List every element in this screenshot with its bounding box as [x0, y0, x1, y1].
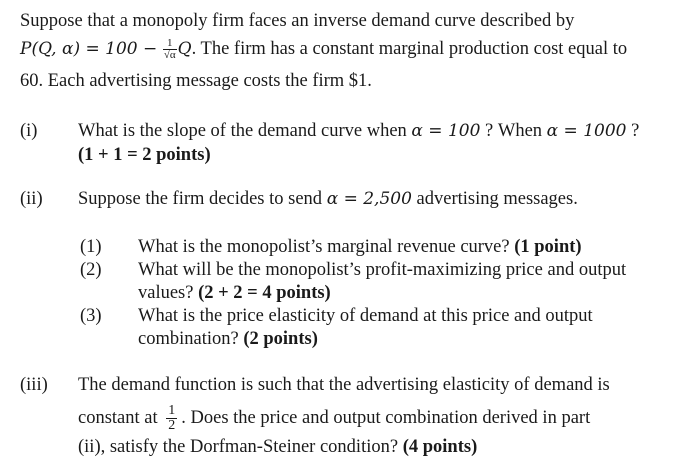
- subquestion-1-line-1: What is the monopolist’s marginal revenue curve?: [138, 237, 510, 257]
- subquestion-2-points: (2 + 2 = 4 points): [198, 283, 331, 303]
- question-iii-points: (4 points): [402, 437, 478, 457]
- subquestion-1-label: (1): [80, 237, 102, 257]
- elasticity-fraction: [166, 404, 177, 433]
- question-iii-line-2-b: . Does the price and output combination derived in part: [181, 407, 591, 428]
- subquestion-3-line-1: What is the price elasticity of demand at this price and output: [138, 306, 593, 326]
- question-iii-line-3-text: (ii), satisfy the Dorfman-Steiner condition?: [78, 437, 399, 457]
- question-i-text: [78, 120, 639, 142]
- fraction-denominator: √α: [163, 49, 176, 62]
- subquestion-2-label: (2): [80, 260, 102, 280]
- intro-line-2: [20, 38, 627, 61]
- question-iii-line-3: [78, 436, 477, 458]
- subquestion-2-line-2: [138, 282, 331, 304]
- subquestion-3-points: (2 points): [243, 329, 318, 349]
- question-ii-text-b: advertising messages.: [416, 189, 578, 209]
- fraction-numerator: 1: [168, 403, 176, 418]
- subquestion-3-line-2: [138, 328, 318, 350]
- intro-line-1: Suppose that a monopoly firm faces an inverse demand curve described by: [20, 11, 575, 31]
- subquestion-1-points: (1 point): [514, 237, 582, 257]
- demand-formula-rhs: Q: [177, 39, 192, 59]
- question-i-math-a: α = 100: [411, 121, 481, 141]
- question-i-points: (1 + 1 = 2 points): [78, 145, 211, 165]
- subquestion-2-line-2-text: values?: [138, 283, 194, 303]
- question-iii-line-1: The demand function is such that the advertising elasticity of demand is: [78, 375, 610, 395]
- question-ii-text: [78, 188, 578, 210]
- subquestion-3-label: (3): [80, 306, 102, 326]
- subquestion-3-line-2-text: combination?: [138, 329, 239, 349]
- intro-line-2-rest: . The firm has a constant marginal production cost equal to: [191, 39, 628, 59]
- fraction-denominator: 2: [168, 418, 176, 433]
- question-i-math-b: α = 1000: [546, 121, 627, 141]
- question-iii-line-2: [78, 404, 590, 433]
- subquestion-1-text: [138, 236, 582, 258]
- subquestion-2-line-1: What will be the monopolist’s profit-maximizing price and output: [138, 260, 627, 280]
- question-ii-text-a: Suppose the firm decides to send: [78, 189, 323, 209]
- intro-line-3: 60. Each advertising message costs the firm $1.: [20, 71, 372, 91]
- question-iii-line-2-a: constant at: [78, 407, 158, 428]
- question-i-text-c: ?: [631, 121, 640, 141]
- question-i-label: (i): [20, 121, 38, 141]
- question-i-text-b: ? When: [485, 121, 543, 141]
- question-ii-math-a: α = 2,500: [326, 189, 412, 209]
- question-ii-label: (ii): [20, 189, 43, 209]
- question-i-text-a: What is the slope of the demand curve when: [78, 121, 407, 141]
- question-iii-label: (iii): [20, 375, 48, 395]
- fraction-numerator: 1: [167, 37, 173, 50]
- demand-formula-fraction: [163, 38, 177, 61]
- demand-formula-lhs: P(Q, α) = 100 −: [20, 39, 158, 59]
